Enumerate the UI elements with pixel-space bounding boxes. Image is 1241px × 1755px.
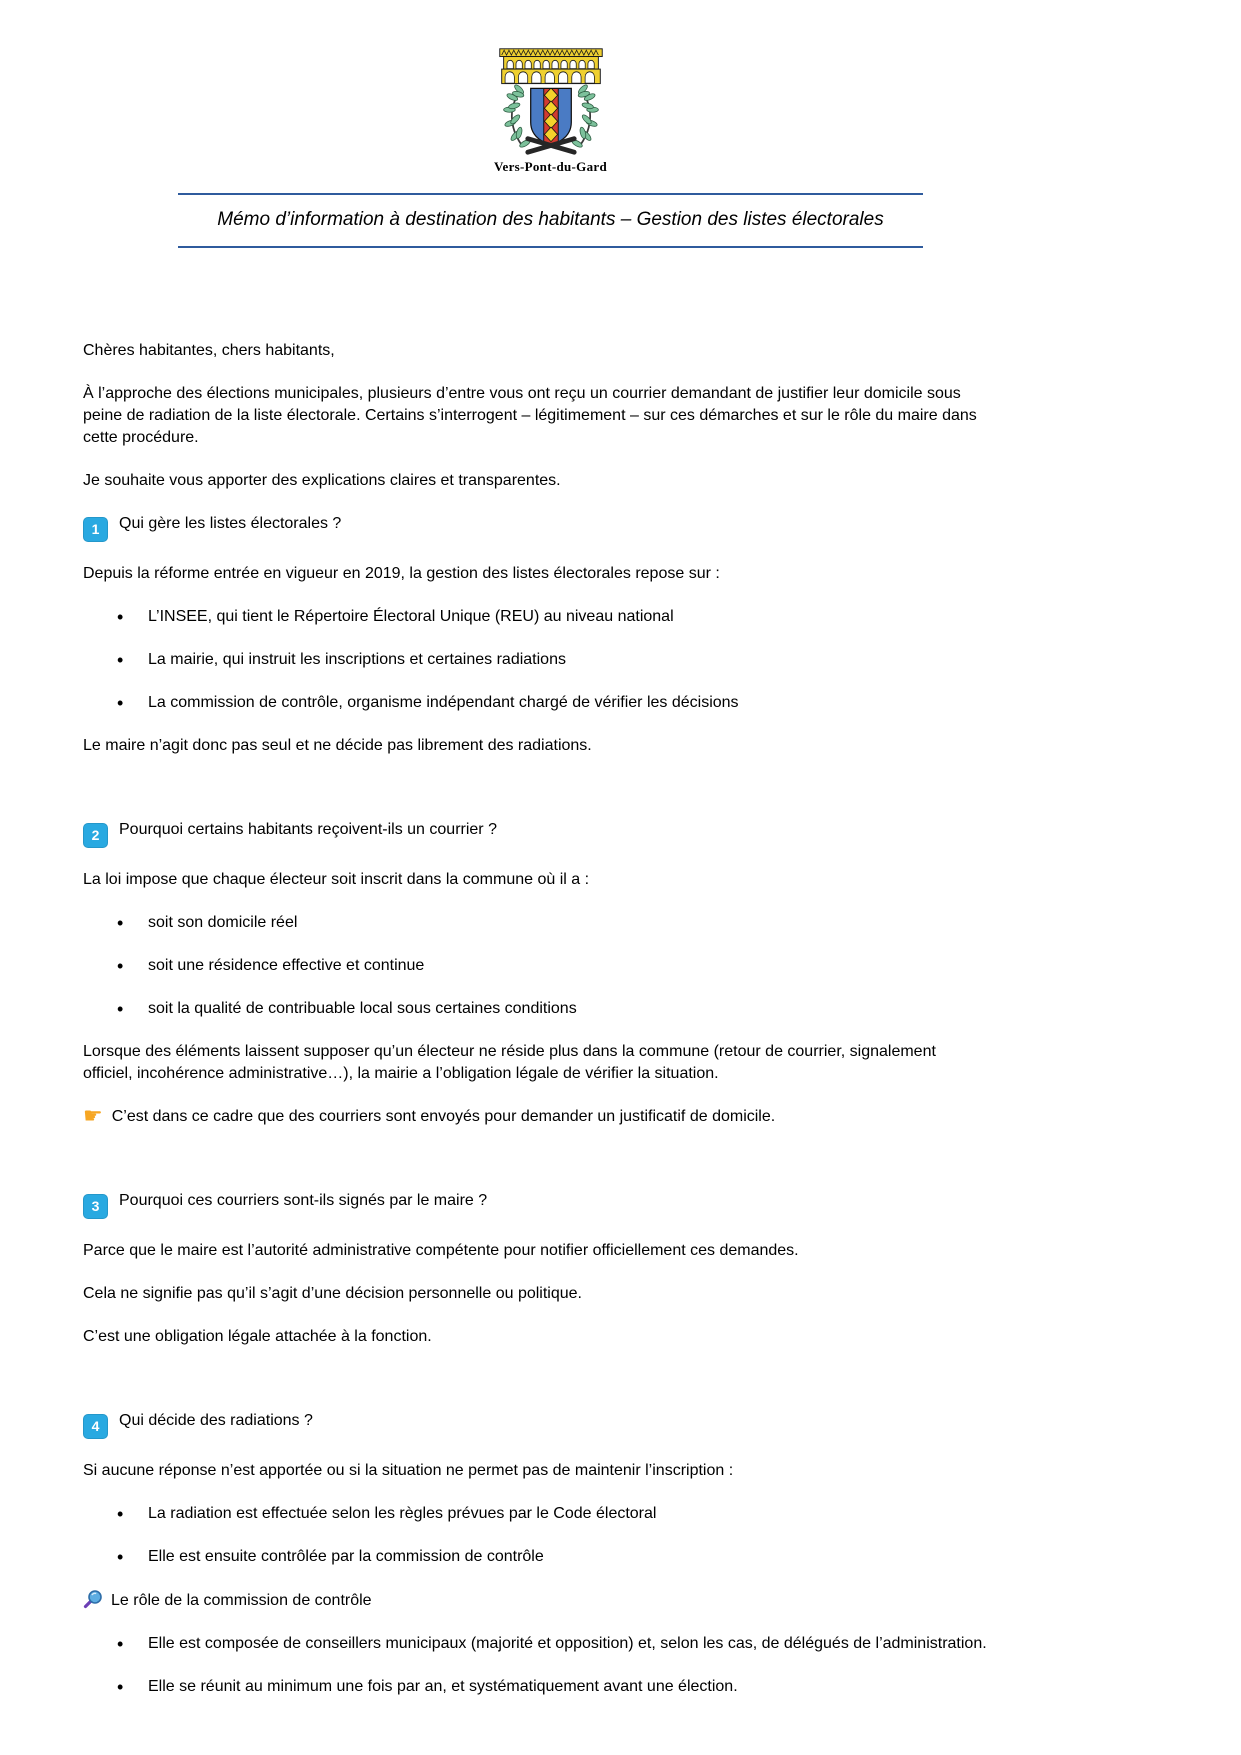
section-2-callout — [83, 1106, 1158, 1128]
pointing-hand-icon: ☛ — [83, 1104, 103, 1129]
list-item: • soit une résidence effective et continue — [83, 955, 1158, 977]
list-item: • La commission de contrôle, organisme indépendant chargé de vérifier les décisions — [83, 692, 1158, 714]
callout-text: C’est dans ce cadre que des courriers sont envoyés pour demander un justificatif de domicile. — [111, 1108, 776, 1125]
section-1-title: Qui gère les listes électorales ? — [119, 515, 342, 532]
list-item: • La mairie, qui instruit les inscriptions et certaines radiations — [83, 649, 1158, 671]
section-2-paragraph — [83, 1041, 1158, 1085]
section-4-lead: Si aucune réponse n’est apportée ou si la situation ne permet pas de maintenir l’inscription : — [83, 1462, 734, 1479]
section-2-heading — [83, 819, 1158, 848]
section-3-paragraph: Parce que le maire est l’autorité administrative compétente pour notifier officiellement ces demandes. — [83, 1242, 799, 1259]
commission-subheading-text: Le rôle de la commission de contrôle — [111, 1592, 372, 1609]
shield — [530, 87, 571, 147]
commune-name: Vers-Pont-du-Gard — [494, 159, 607, 174]
salutation: Chères habitantes, chers habitants, — [83, 342, 335, 359]
magnifier-icon — [83, 1589, 103, 1609]
section-2-bullet-list — [83, 912, 1158, 1020]
intro-paragraph-line: peine de radiation de la liste électorale. Certains s’interrogent – légitimement – sur ces démarches et sur le rôle du maire dans — [83, 407, 977, 424]
section-1-lead: Depuis la réforme entrée en vigueur en 2019, la gestion des listes électorales repose sur : — [83, 565, 720, 582]
section-4-bullet-list — [83, 1503, 1158, 1568]
intro-paragraph — [83, 383, 1158, 449]
list-item: • soit son domicile réel — [83, 912, 1158, 934]
intro-paragraph-line: cette procédure. — [83, 429, 199, 446]
commission-subheading — [83, 1589, 1158, 1612]
section-1-conclusion: Le maire n’agit donc pas seul et ne décide pas librement des radiations. — [83, 737, 592, 754]
section-3-heading — [83, 1190, 1158, 1219]
section-3-paragraph: Cela ne signifie pas qu’il s’agit d’une décision personnelle ou politique. — [83, 1285, 582, 1302]
list-item: • La radiation est effectuée selon les règles prévues par le Code électoral — [83, 1503, 1158, 1525]
memo-body — [83, 248, 1158, 1698]
section-4-title: Qui décide des radiations ? — [119, 1412, 313, 1429]
section-3-title: Pourquoi ces courriers sont-ils signés par le maire ? — [119, 1192, 488, 1209]
section-2-paragraph-line: Lorsque des éléments laissent supposer qu’un électeur ne réside plus dans la commune (retour de courrier, signalement — [83, 1043, 936, 1060]
keycap-1-icon: 1 — [83, 517, 108, 542]
page-header — [178, 0, 923, 175]
list-item: • soit la qualité de contribuable local sous certaines conditions — [83, 998, 1158, 1020]
list-item: • Elle est ensuite contrôlée par la commission de contrôle — [83, 1546, 1158, 1568]
keycap-4-icon: 4 — [83, 1414, 108, 1439]
section-1-bullet-list — [83, 606, 1158, 714]
section-2-lead: La loi impose que chaque électeur soit inscrit dans la commune où il a : — [83, 871, 590, 888]
section-2-title: Pourquoi certains habitants reçoivent-ils un courrier ? — [119, 821, 497, 838]
list-item: • Elle se réunit au minimum une fois par an, et systématiquement avant une élection. — [83, 1676, 1158, 1698]
keycap-2-icon: 2 — [83, 823, 108, 848]
coat-of-arms-icon — [493, 45, 609, 157]
keycap-3-icon: 3 — [83, 1194, 108, 1219]
section-4-heading — [83, 1410, 1158, 1439]
list-item: • Elle est composée de conseillers municipaux (majorité et opposition) et, selon les cas, de délégués de l’administration. — [83, 1633, 1158, 1655]
list-item: • L’INSEE, qui tient le Répertoire Électoral Unique (REU) au niveau national — [83, 606, 1158, 628]
intro-paragraph-line: À l’approche des élections municipales, plusieurs d’entre vous ont reçu un courrier demandant de justifier leur domicile sous — [83, 385, 961, 402]
title-block — [178, 193, 923, 248]
section-1-heading — [83, 513, 1158, 542]
coat-of-arms — [178, 45, 923, 157]
memo-title: Mémo d’information à destination des habitants – Gestion des listes électorales — [217, 209, 884, 230]
section-3-paragraph: C’est une obligation légale attachée à la fonction. — [83, 1328, 432, 1345]
commission-bullet-list — [83, 1633, 1158, 1698]
section-2-paragraph-line: officiel, incohérence administrative…), la mairie a l’obligation légale de vérifier la situation. — [83, 1065, 719, 1082]
intro-paragraph-2: Je souhaite vous apporter des explications claires et transparentes. — [83, 472, 561, 489]
